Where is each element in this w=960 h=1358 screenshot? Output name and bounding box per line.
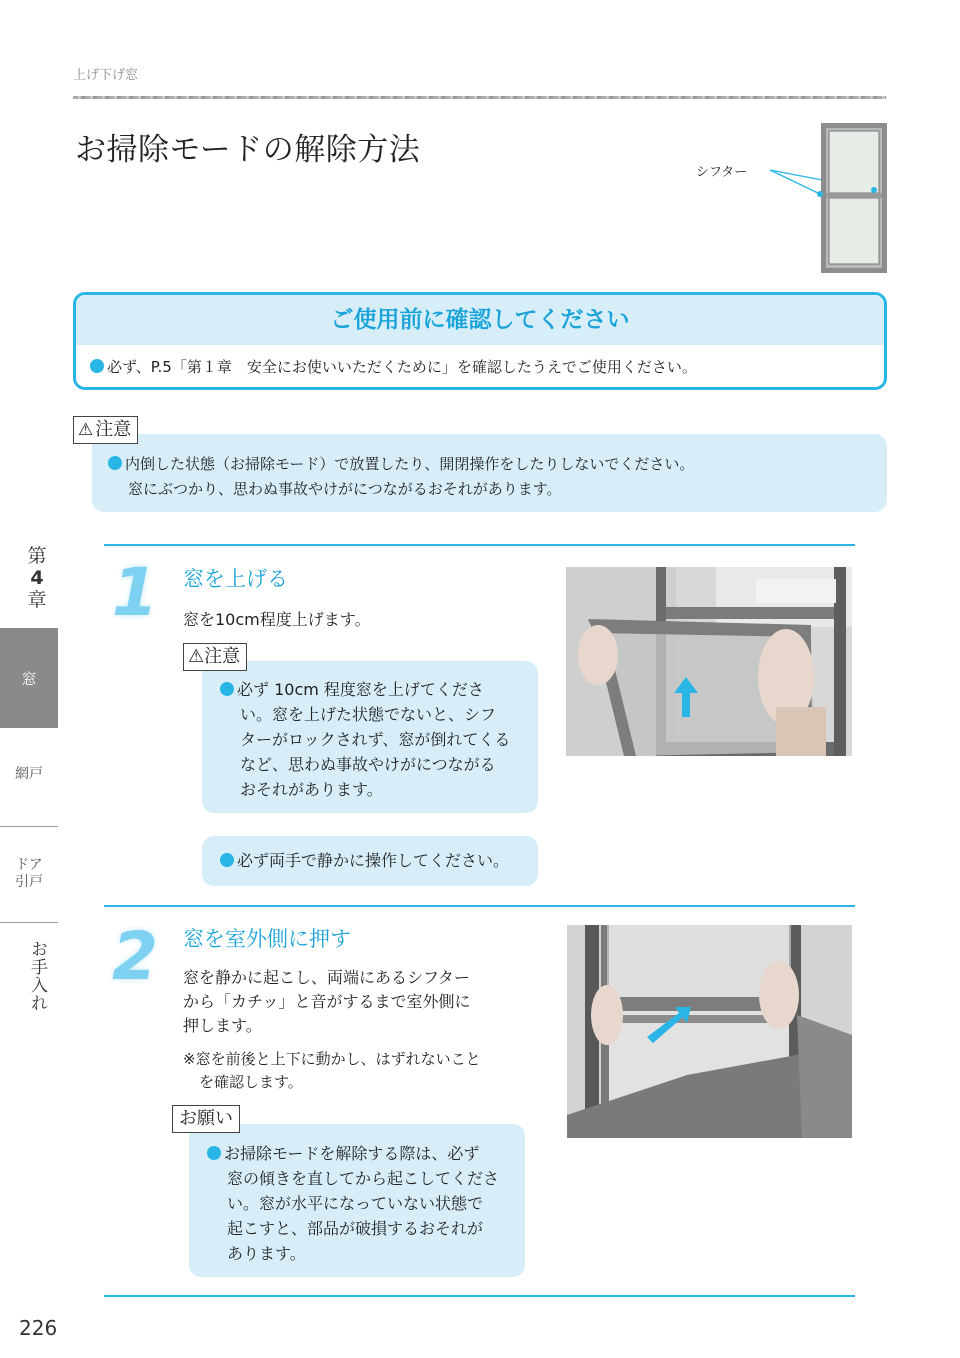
confirm-text: 必ず、P.5「第１章 安全にお使いいただくために」を確認したうえでご使用ください。 bbox=[107, 358, 697, 376]
caution-line-1: 内倒した状態（お掃除モード）で放置したり、開閉操作をしたりしないでください。 bbox=[125, 455, 695, 473]
header-category: 上げ下げ窓 bbox=[73, 68, 139, 83]
side-divider bbox=[0, 922, 58, 923]
step-1-caution-box: 必ず 10cm 程度窓を上げてくださ い。窓を上げた状態でないと、シフ ターがロックされず、窓が倒れてくる など、思わぬ事故やけがにつながる おそれがあります。 bbox=[202, 661, 538, 813]
step-number-1: 1 bbox=[112, 554, 158, 631]
caution-line-2: 窓にぶつかり、思わぬ事故やけがにつながるおそれがあります。 bbox=[128, 480, 562, 498]
page-number: 226 bbox=[19, 1316, 58, 1340]
step-1-photo bbox=[566, 567, 852, 756]
step-2-text: 窓を静かに起こし、両端にあるシフター から「カチッ」と音がするまで室外側に 押します。 bbox=[183, 968, 471, 1035]
step-2-photo bbox=[567, 925, 852, 1138]
step-2-request-box: お掃除モードを解除する際は、必ず 窓の傾きを直してから起こしてくださ い。窓が水平になっていない状態で 起こすと、部品が破損するおそれが あります。 bbox=[189, 1124, 525, 1277]
warning-triangle-icon: ⚠ bbox=[188, 646, 205, 667]
bullet-icon bbox=[108, 456, 122, 470]
side-divider bbox=[0, 826, 58, 827]
caution-tag: ⚠注意 bbox=[183, 643, 247, 671]
step-1-title: 窓を上げる bbox=[183, 567, 288, 591]
step-1-text: 窓を10cm程度上げます。 bbox=[183, 610, 371, 629]
step-divider bbox=[104, 1295, 855, 1297]
header-divider bbox=[73, 96, 886, 99]
side-tab-window[interactable]: 窓 bbox=[0, 628, 58, 728]
window-diagram bbox=[760, 120, 890, 275]
request-tag: お願い bbox=[172, 1105, 240, 1133]
step-1-note-box: 必ず両手で静かに操作してください。 bbox=[202, 836, 538, 886]
side-tab-screen[interactable]: 網戸 bbox=[15, 766, 43, 782]
step-divider bbox=[104, 544, 855, 546]
side-tab-care[interactable]: お手入れ bbox=[27, 940, 47, 1012]
page-title: お掃除モードの解除方法 bbox=[75, 132, 421, 168]
bullet-icon bbox=[220, 853, 234, 867]
bullet-icon bbox=[207, 1146, 221, 1160]
caution-box bbox=[92, 434, 887, 512]
warning-triangle-icon: ⚠ bbox=[78, 420, 94, 440]
step-2-title: 窓を室外側に押す bbox=[183, 927, 351, 951]
step-number-2: 2 bbox=[112, 918, 158, 995]
confirm-before-use-box bbox=[73, 292, 887, 390]
chapter-indicator: 第 4 章 bbox=[27, 545, 47, 611]
step-divider bbox=[104, 905, 855, 907]
bullet-icon bbox=[90, 359, 104, 373]
step-2-remark: ※窓を前後と上下に動かし、はずれないこと を確認します。 bbox=[183, 1050, 481, 1091]
confirm-heading: ご使用前に確認してください bbox=[76, 295, 884, 345]
caution-tag: ⚠ 注意 bbox=[73, 416, 138, 444]
shifter-label: シフター bbox=[696, 165, 748, 180]
side-tab-door[interactable]: ドア 引戸 bbox=[15, 857, 43, 890]
bullet-icon bbox=[220, 682, 234, 696]
